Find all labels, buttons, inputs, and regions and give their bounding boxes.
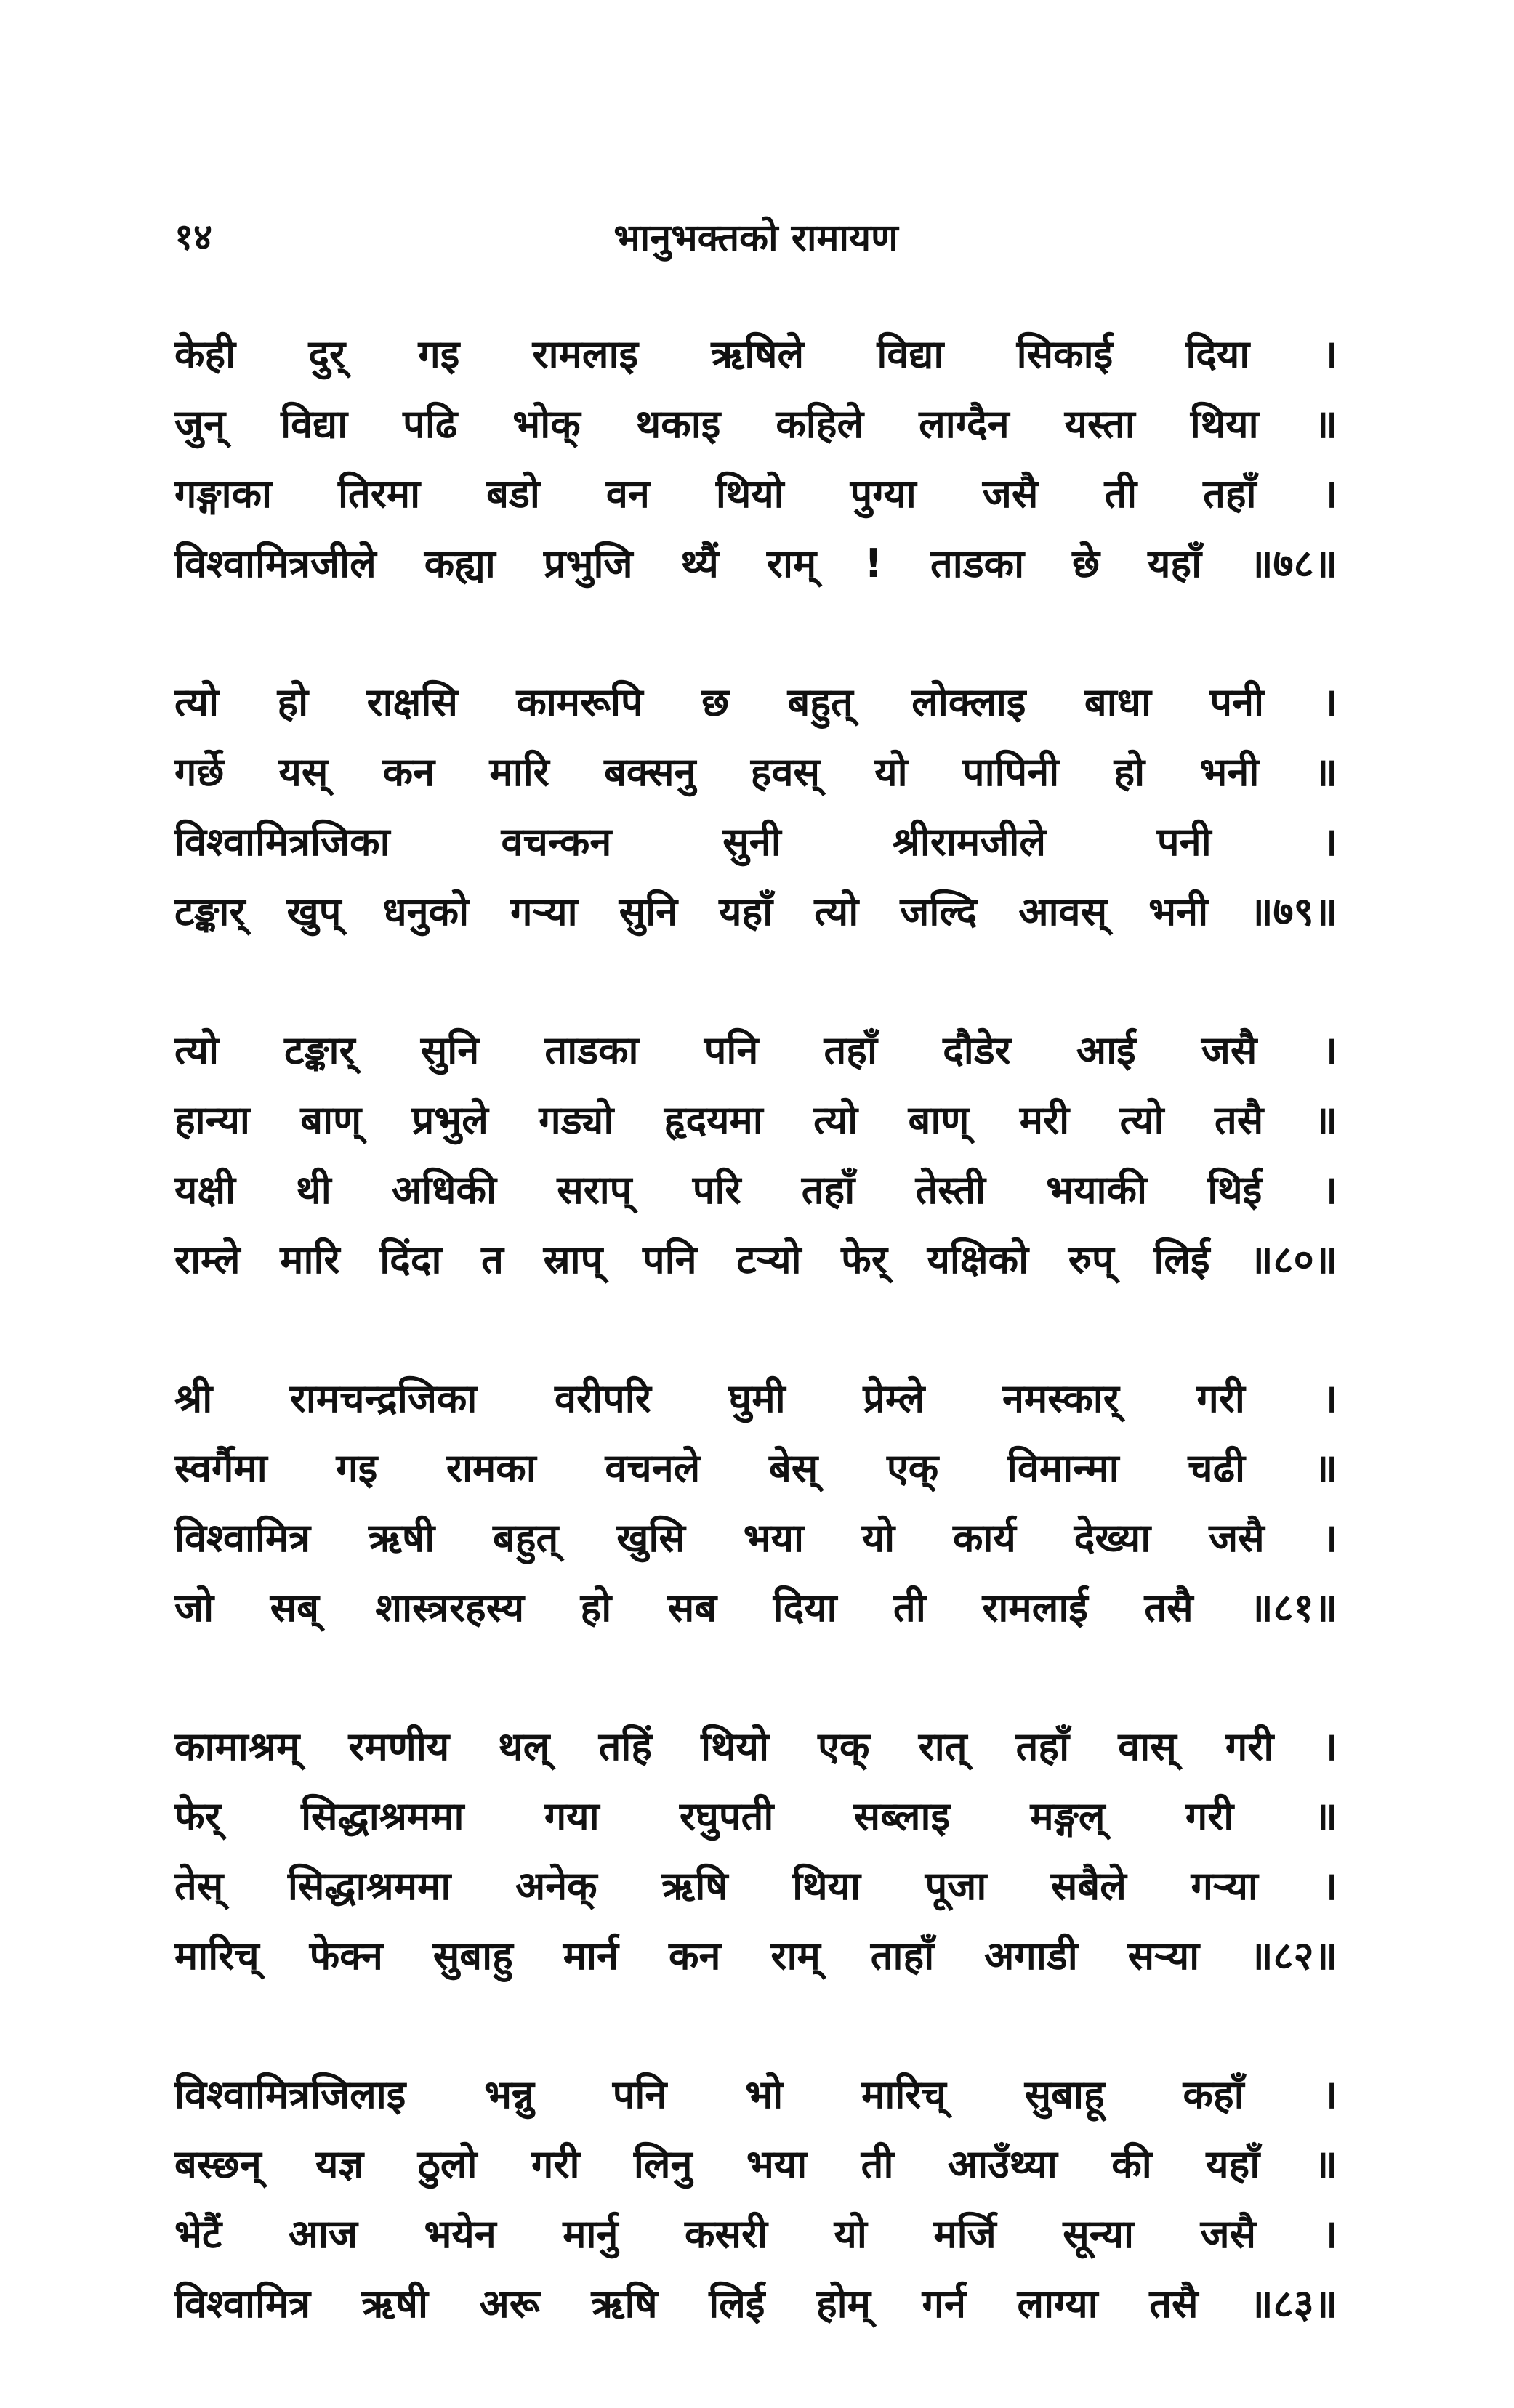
page-number: १४ <box>174 216 212 258</box>
running-title: भानुभक्तको रामायण <box>613 217 898 260</box>
stanza-81 <box>174 1364 1337 1643</box>
verse-line: यक्षी थी अधिकी सराप् परि तहाँ तेस्ती भयाकी थिई । <box>174 1167 1337 1213</box>
stanza-82 <box>174 1712 1337 1991</box>
verse-line: हान्या बाण् प्रभुले गड्यो हृदयमा त्यो बाण् मरी त्यो तसै ॥ <box>174 1097 1337 1143</box>
stanza-78 <box>174 320 1337 599</box>
stanza-83 <box>174 2060 1337 2339</box>
verse-line: स्वर्गैमा गइ रामका वचनले बेस् एक् विमान्मा चढी ॥ <box>174 1445 1337 1491</box>
verse-line: त्यो हो राक्षसि कामरूपि छ बहुत् लोक्लाइ बाधा पनी । <box>174 679 1337 725</box>
verse-line: कामाश्रम् रमणीय थल् तहिं थियो एक् रात् तहाँ वास् गरी । <box>174 1724 1337 1769</box>
verse-block <box>174 320 1337 2408</box>
verse-line: विश्वामित्रजिका वचन्कन सुनी श्रीरामजीले पनी । <box>174 819 1337 865</box>
verse-line: बस्छन् यज्ञ ठुलो गरी लिनु भया ती आउँथ्या की यहाँ ॥ <box>174 2141 1337 2187</box>
verse-line: विश्वामित्र ऋषी अरू ऋषि लिई होम् गर्न लाग्या तसै ॥८३॥ <box>174 2281 1337 2327</box>
verse-line: राम्ले मारि दिंदा त स्राप् पनि टऱ्यो फेर् यक्षिको रुप् लिई ॥८०॥ <box>174 1237 1337 1282</box>
verse-line: विश्वामित्रजिलाइ भन्नु पनि भो मारिच् सुबाहू कहाँ । <box>174 2072 1337 2117</box>
verse-line: विश्वामित्र ऋषी बहुत् खुसि भया यो कार्य देख्या जसै । <box>174 1515 1337 1561</box>
stanza-79 <box>174 668 1337 947</box>
verse-line: फेर् सिद्धाश्रममा गया रघुपती सब्लाइ मङ्गल् गरी ॥ <box>174 1793 1337 1839</box>
verse-line: तेस् सिद्धाश्रममा अनेक् ऋषि थिया पूजा सबैले गऱ्या । <box>174 1863 1337 1909</box>
verse-line: त्यो टङ्कार् सुनि ताडका पनि तहाँ दौडेर आई जसै । <box>174 1027 1337 1073</box>
verse-line: टङ्कार् खुप् धनुको गऱ्या सुनि यहाँ त्यो जल्दि आवस् भनी ॥७९॥ <box>174 889 1337 934</box>
verse-line: मारिच् फेक्न सुबाहु मार्न कन राम् ताहाँ अगाडी सऱ्या ॥८२॥ <box>174 1933 1337 1979</box>
verse-line: श्री रामचन्द्रजिका वरीपरि घुमी प्रेम्ले नमस्कार् गरी । <box>174 1375 1337 1421</box>
verse-line: गङ्गाका तिरमा बडो वन थियो पुग्या जसै ती तहाँ । <box>174 471 1337 517</box>
verse-line: जुन् विद्या पढि भोक् थकाइ कहिले लाग्दैन यस्ता थिया ॥ <box>174 401 1337 447</box>
verse-line: गर्छे यस् कन मारि बक्सनु हवस् यो पापिनी हो भनी ॥ <box>174 749 1337 795</box>
stanza-80 <box>174 1016 1337 1295</box>
page-header <box>174 211 1337 276</box>
verse-line: विश्वामित्रजीले कह्या प्रभुजि थ्यैं राम् ! ताडका छे यहाँ ॥७८॥ <box>174 541 1337 586</box>
verse-line: भेटैं आज भयेन मार्नु कसरी यो मर्जि सून्या जसै । <box>174 2211 1337 2257</box>
verse-line: जो सब् शास्त्ररहस्य हो सब दिया ती रामलाई तसै ॥८१॥ <box>174 1585 1337 1631</box>
verse-line: केही दुर् गइ रामलाइ ऋषिले विद्या सिकाई दिया । <box>174 331 1337 377</box>
